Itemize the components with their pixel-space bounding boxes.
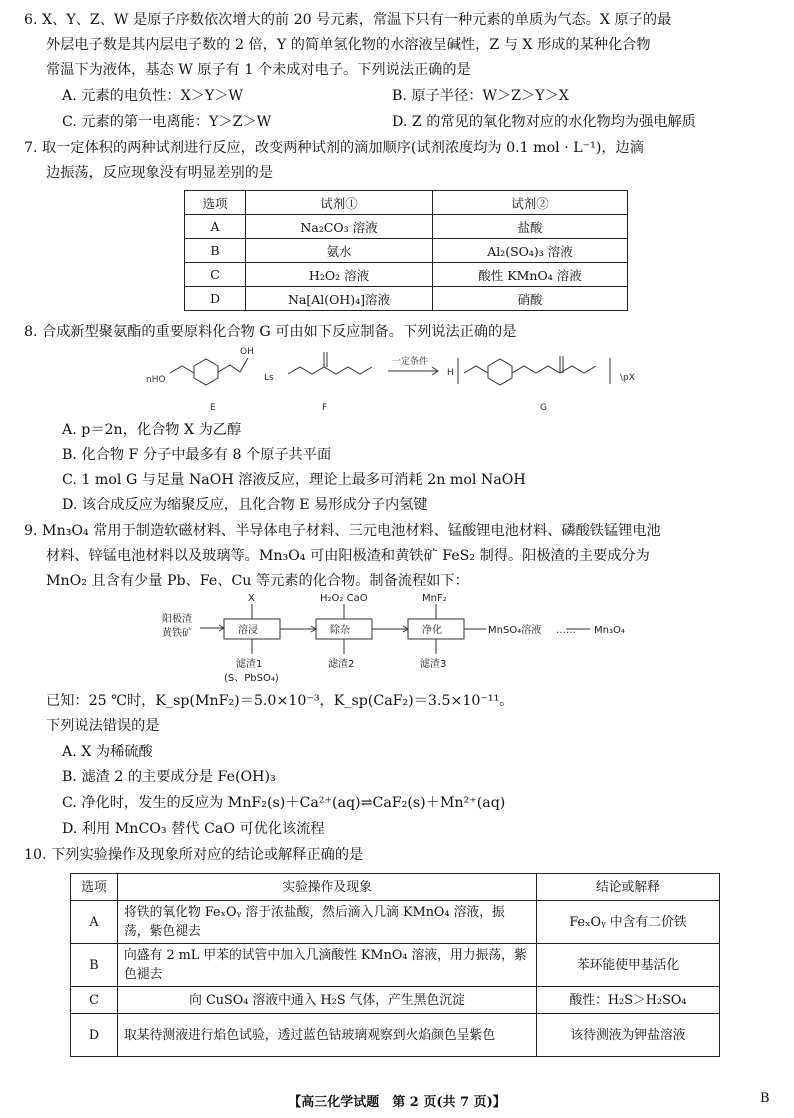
table-cell: H₂O₂ 溶液 — [246, 263, 433, 287]
table-cell: B — [185, 239, 246, 263]
residue-3: 滤渣3 — [420, 659, 447, 670]
reagent-x: X — [248, 593, 255, 604]
f-chain — [288, 367, 372, 374]
table-header-cell: 结论或解释 — [537, 874, 720, 901]
table-cell: 酸性：H₂S＞H₂SO₄ — [537, 987, 720, 1014]
q8-reaction-scheme — [140, 340, 660, 418]
table-header-row — [185, 191, 628, 215]
q6-stem-line2: 外层电子数是其内层电子数的 2 倍，Y 的简单氢化物的水溶液呈碱性，Z 与 X 形成的某种化合物 — [46, 37, 651, 53]
f-prefix: Ls — [264, 373, 274, 383]
q6-option-d: D. Z 的常见的氧化物对应的水化物均为强电解质 — [392, 114, 696, 130]
e-oh: OH — [240, 347, 254, 357]
residue-1-note: (S、PbSO₄) — [224, 673, 279, 684]
g-prefix: H — [447, 368, 454, 378]
table-cell: A — [185, 215, 246, 239]
table-cell: 将铁的氧化物 FeₓOᵧ 溶于浓盐酸，然后滴入几滴 KMnO₄ 溶液，振荡，紫色褪去 — [118, 901, 537, 944]
q10-stem-line1: 10. 下列实验操作及现象所对应的结论或解释正确的是 — [24, 847, 364, 863]
page-footer: 【高三化学试题 第 2 页(共 7 页)】 — [288, 1095, 506, 1110]
q8-option-c: C. 1 mol G 与足量 NaOH 溶液反应，理论上最多可消耗 2n mol NaOH — [62, 472, 526, 488]
q6-option-a: A. 元素的电负性：X＞Y＞W — [62, 88, 244, 104]
table-row — [71, 944, 720, 987]
table-cell: FeₓOᵧ 中含有二价铁 — [537, 901, 720, 944]
table-cell: A — [71, 901, 118, 944]
table-cell: C — [71, 987, 118, 1014]
f-label: F — [322, 403, 328, 413]
table-cell: Na[Al(OH)₄]溶液 — [246, 287, 433, 311]
table-cell: 向 CuSO₄ 溶液中通入 H₂S 气体，产生黑色沉淀 — [118, 987, 537, 1014]
e-prefix: nHO — [146, 375, 166, 385]
g-suffix: \pX — [620, 373, 635, 383]
table-cell: D — [71, 1014, 118, 1057]
table-cell: 该待测液为钾盐溶液 — [537, 1014, 720, 1057]
table-row — [185, 263, 628, 287]
e-ring — [194, 359, 218, 385]
q9-stem-line3: MnO₂ 且含有少量 Pb、Fe、Cu 等元素的化合物。制备流程如下： — [46, 573, 469, 589]
table-row — [185, 215, 628, 239]
q9-option-a: A. X 为稀硫酸 — [62, 744, 153, 760]
table-row — [185, 287, 628, 311]
paper-version-mark: B — [760, 1091, 770, 1106]
table-row — [71, 901, 720, 944]
table-header-cell: 试剂② — [433, 191, 628, 215]
table-header-cell: 选项 — [185, 191, 246, 215]
q8-option-b: B. 化合物 F 分子中最多有 8 个原子共平面 — [62, 447, 332, 463]
q8-option-a: A. p＝2n，化合物 X 为乙醇 — [62, 422, 242, 438]
g-chain-right — [512, 366, 596, 373]
table-cell: 向盛有 2 mL 甲苯的试管中加入几滴酸性 KMnO₄ 溶液，用力振荡，紫色褪去 — [118, 944, 537, 987]
q6-option-c: C. 元素的第一电离能：Y＞Z＞W — [62, 114, 272, 130]
q10-table — [70, 873, 720, 1057]
e-chain-right — [218, 358, 248, 372]
q9-option-d: D. 利用 MnCO₃ 替代 CaO 可优化该流程 — [62, 821, 325, 837]
q8-option-d: D. 该合成反应为缩聚反应，且化合物 E 易形成分子内氢键 — [62, 497, 428, 513]
table-cell: 酸性 KMnO₄ 溶液 — [433, 263, 628, 287]
q9-option-b: B. 滤渣 2 的主要成分是 Fe(OH)₃ — [62, 769, 276, 785]
step-dissolve: 溶浸 — [238, 625, 258, 636]
table-row — [71, 987, 720, 1014]
q9-option-c: C. 净化时，发生的反应为 MnF₂(s)＋Ca²⁺(aq)⇌CaF₂(s)＋Mn²⁺(aq) — [62, 795, 506, 811]
q7-stem-line2: 边振荡，反应现象没有明显差别的是 — [46, 165, 274, 181]
table-header-cell: 试剂① — [246, 191, 433, 215]
q9-flow-chart — [160, 592, 640, 688]
table-cell: 苯环能使甲基活化 — [537, 944, 720, 987]
q9-stem-line1: 9. Mn₃O₄ 常用于制造软磁材料、半导体电子材料、三元电池材料、锰酸锂电池材料、磷酸铁锰锂电池 — [24, 523, 661, 539]
step-purify: 净化 — [422, 625, 442, 636]
table-header-row — [71, 874, 720, 901]
table-cell: Al₂(SO₄)₃ 溶液 — [433, 239, 628, 263]
input-pyrite: 黄铁矿 — [162, 628, 192, 639]
table-cell: D — [185, 287, 246, 311]
table-cell: Na₂CO₃ 溶液 — [246, 215, 433, 239]
product-mnso4: MnSO₄溶液 — [488, 625, 542, 636]
residue-1: 滤渣1 — [236, 659, 263, 670]
table-row — [71, 1014, 720, 1057]
g-ring — [488, 359, 512, 385]
table-row — [185, 239, 628, 263]
table-cell: C — [185, 263, 246, 287]
table-cell: 硝酸 — [433, 287, 628, 311]
q9-ask: 下列说法错误的是 — [46, 718, 160, 734]
table-cell: 盐酸 — [433, 215, 628, 239]
reagent-h2o2-cao: H₂O₂ CaO — [320, 593, 368, 604]
table-header-cell: 实验操作及现象 — [118, 874, 537, 901]
e-label: E — [210, 403, 216, 413]
q7-table — [184, 190, 628, 311]
table-cell: B — [71, 944, 118, 987]
flow-ellipsis: …… — [556, 625, 576, 636]
table-cell: 氨水 — [246, 239, 433, 263]
product-mn3o4: Mn₃O₄ — [594, 625, 625, 636]
table-header-cell: 选项 — [71, 874, 118, 901]
step-impurity-removal: 除杂 — [330, 625, 350, 636]
arrow-condition: 一定条件 — [392, 357, 429, 367]
reagent-mnf2: MnF₂ — [422, 593, 447, 604]
q6-stem-line1: 6. X、Y、Z、W 是原子序数依次增大的前 20 号元素，常温下只有一种元素的单质为气态。X 原子的最 — [24, 12, 672, 28]
q8-stem-line1: 8. 合成新型聚氨酯的重要原料化合物 G 可由如下反应制备。下列说法正确的是 — [24, 324, 517, 340]
q6-option-b: B. 原子半径：W＞Z＞Y＞X — [392, 88, 569, 104]
q6-stem-line3: 常温下为液体，基态 W 原子有 1 个未成对电子。下列说法正确的是 — [46, 62, 471, 78]
g-label: G — [540, 403, 547, 413]
input-anode-slag: 阳极渣 — [162, 614, 192, 625]
q7-stem-line1: 7. 取一定体积的两种试剂进行反应，改变两种试剂的滴加顺序(试剂浓度均为 0.1 mol · L⁻¹)，边滴 — [24, 140, 644, 156]
g-chain-left — [464, 366, 488, 373]
table-cell: 取某待测液进行焰色试验，透过蓝色钴玻璃观察到火焰颜色呈紫色 — [118, 1014, 537, 1057]
q9-known: 已知：25 ℃时，K_sp(MnF₂)＝5.0×10⁻³，K_sp(CaF₂)＝3.5×10⁻¹¹。 — [46, 693, 514, 709]
q9-stem-line2: 材料、锌锰电池材料以及玻璃等。Mn₃O₄ 可由阳极渣和黄铁矿 FeS₂ 制得。阳极渣的主要成分为 — [46, 548, 650, 564]
e-chain — [170, 366, 194, 373]
residue-2: 滤渣2 — [328, 659, 355, 670]
